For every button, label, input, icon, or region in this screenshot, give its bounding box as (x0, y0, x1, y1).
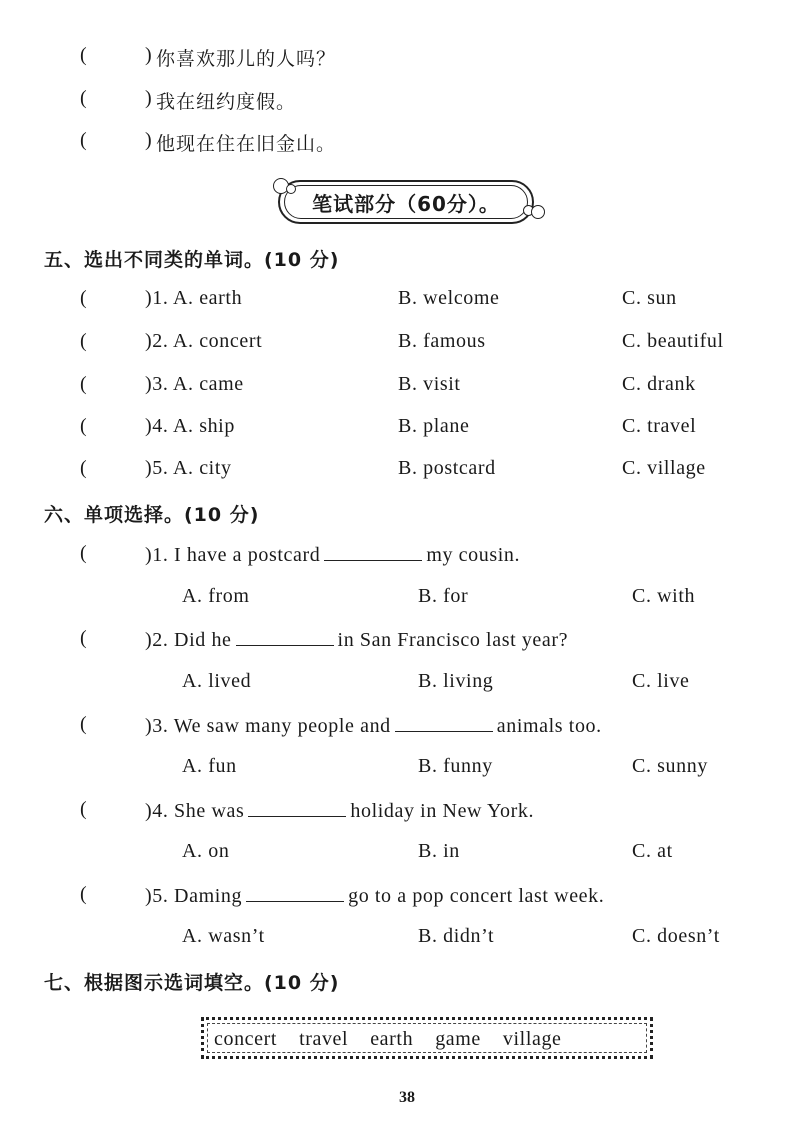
answer-paren: ( (80, 713, 87, 735)
answer-blank[interactable] (324, 542, 422, 561)
word-bank-item: concert (214, 1028, 278, 1050)
section-heading: 六、单项选择。(10 分) (44, 504, 260, 526)
answer-blank[interactable] (246, 883, 344, 902)
answer-paren: ( (80, 44, 87, 66)
word-bank-item: earth (370, 1028, 414, 1050)
banner-title: 笔试部分（60分）。 (312, 191, 500, 216)
answer-paren: ( (80, 627, 87, 649)
choice-b: B. funny (418, 755, 493, 777)
word-bank-item: game (435, 1028, 481, 1050)
top-item-text: 你喜欢那儿的人吗？ (156, 48, 337, 70)
word-bank-item: village (502, 1028, 562, 1050)
answer-paren: ( (80, 457, 87, 479)
question-option-a: )5. A. city (145, 457, 232, 479)
answer-paren: ( (80, 798, 87, 820)
choice-a: A. lived (182, 670, 252, 692)
choice-c: C. doesn’t (632, 925, 720, 947)
section-heading: 七、根据图示选词填空。(10 分) (44, 972, 340, 994)
question-option-b: B. plane (398, 415, 470, 437)
word-bank (214, 1028, 562, 1051)
question-stem-pre: )4. She was (145, 800, 245, 822)
question-stem (145, 883, 604, 908)
question-stem (145, 798, 534, 823)
question-option-b: B. visit (398, 373, 461, 395)
choice-a: A. fun (182, 755, 237, 777)
answer-paren-close: ) (145, 87, 152, 109)
choice-c: C. at (632, 840, 673, 862)
question-option-c: C. sun (622, 287, 677, 309)
question-stem (145, 542, 520, 567)
choice-c: C. with (632, 585, 696, 607)
word-bank-item: travel (299, 1028, 349, 1050)
question-option-c: C. beautiful (622, 330, 724, 352)
answer-paren-close: ) (145, 44, 152, 66)
question-stem-post: holiday in New York. (350, 800, 535, 822)
choice-a: A. wasn’t (182, 925, 265, 947)
top-item-text: 他现在住在旧金山。 (156, 133, 337, 155)
answer-paren: ( (80, 87, 87, 109)
question-stem-pre: )3. We saw many people and (145, 715, 391, 737)
choice-b: B. living (418, 670, 494, 692)
question-option-c: C. travel (622, 415, 697, 437)
choice-a: A. from (182, 585, 250, 607)
choice-b: B. in (418, 840, 460, 862)
question-stem-post: in San Francisco last year? (337, 629, 569, 651)
question-stem-pre: )1. I have a postcard (145, 544, 321, 566)
question-stem-pre: )2. Did he (145, 629, 232, 651)
question-option-a: )3. A. came (145, 373, 244, 395)
question-stem-pre: )5. Daming (145, 885, 243, 907)
answer-blank[interactable] (236, 627, 334, 646)
word-bank-box (201, 1017, 653, 1059)
answer-paren-close: ) (145, 129, 152, 151)
question-stem (145, 627, 568, 652)
choice-a: A. on (182, 840, 230, 862)
top-item-text: 我在纽约度假。 (156, 91, 297, 113)
banner-circle-small-icon (286, 184, 296, 194)
question-option-a: )2. A. concert (145, 330, 263, 352)
question-option-c: C. drank (622, 373, 696, 395)
question-option-b: B. famous (398, 330, 486, 352)
question-option-c: C. village (622, 457, 706, 479)
question-stem-post: my cousin. (426, 544, 521, 566)
answer-paren: ( (80, 883, 87, 905)
answer-blank[interactable] (248, 798, 346, 817)
answer-paren: ( (80, 415, 87, 437)
answer-paren: ( (80, 373, 87, 395)
choice-c: C. live (632, 670, 690, 692)
question-option-a: )1. A. earth (145, 287, 243, 309)
page-number: 38 (399, 1089, 415, 1106)
banner-circle-icon (531, 205, 545, 219)
question-stem-post: animals too. (496, 715, 602, 737)
question-stem (145, 713, 602, 738)
question-option-a: )4. A. ship (145, 415, 235, 437)
section-heading: 五、选出不同类的单词。(10 分) (44, 249, 340, 271)
section-banner (278, 180, 534, 224)
question-option-b: B. postcard (398, 457, 496, 479)
answer-paren: ( (80, 542, 87, 564)
answer-paren: ( (80, 330, 87, 352)
choice-c: C. sunny (632, 755, 708, 777)
answer-paren: ( (80, 129, 87, 151)
choice-b: B. didn’t (418, 925, 495, 947)
choice-b: B. for (418, 585, 469, 607)
answer-blank[interactable] (395, 713, 493, 732)
question-option-b: B. welcome (398, 287, 500, 309)
question-stem-post: go to a pop concert last week. (348, 885, 605, 907)
answer-paren: ( (80, 287, 87, 309)
